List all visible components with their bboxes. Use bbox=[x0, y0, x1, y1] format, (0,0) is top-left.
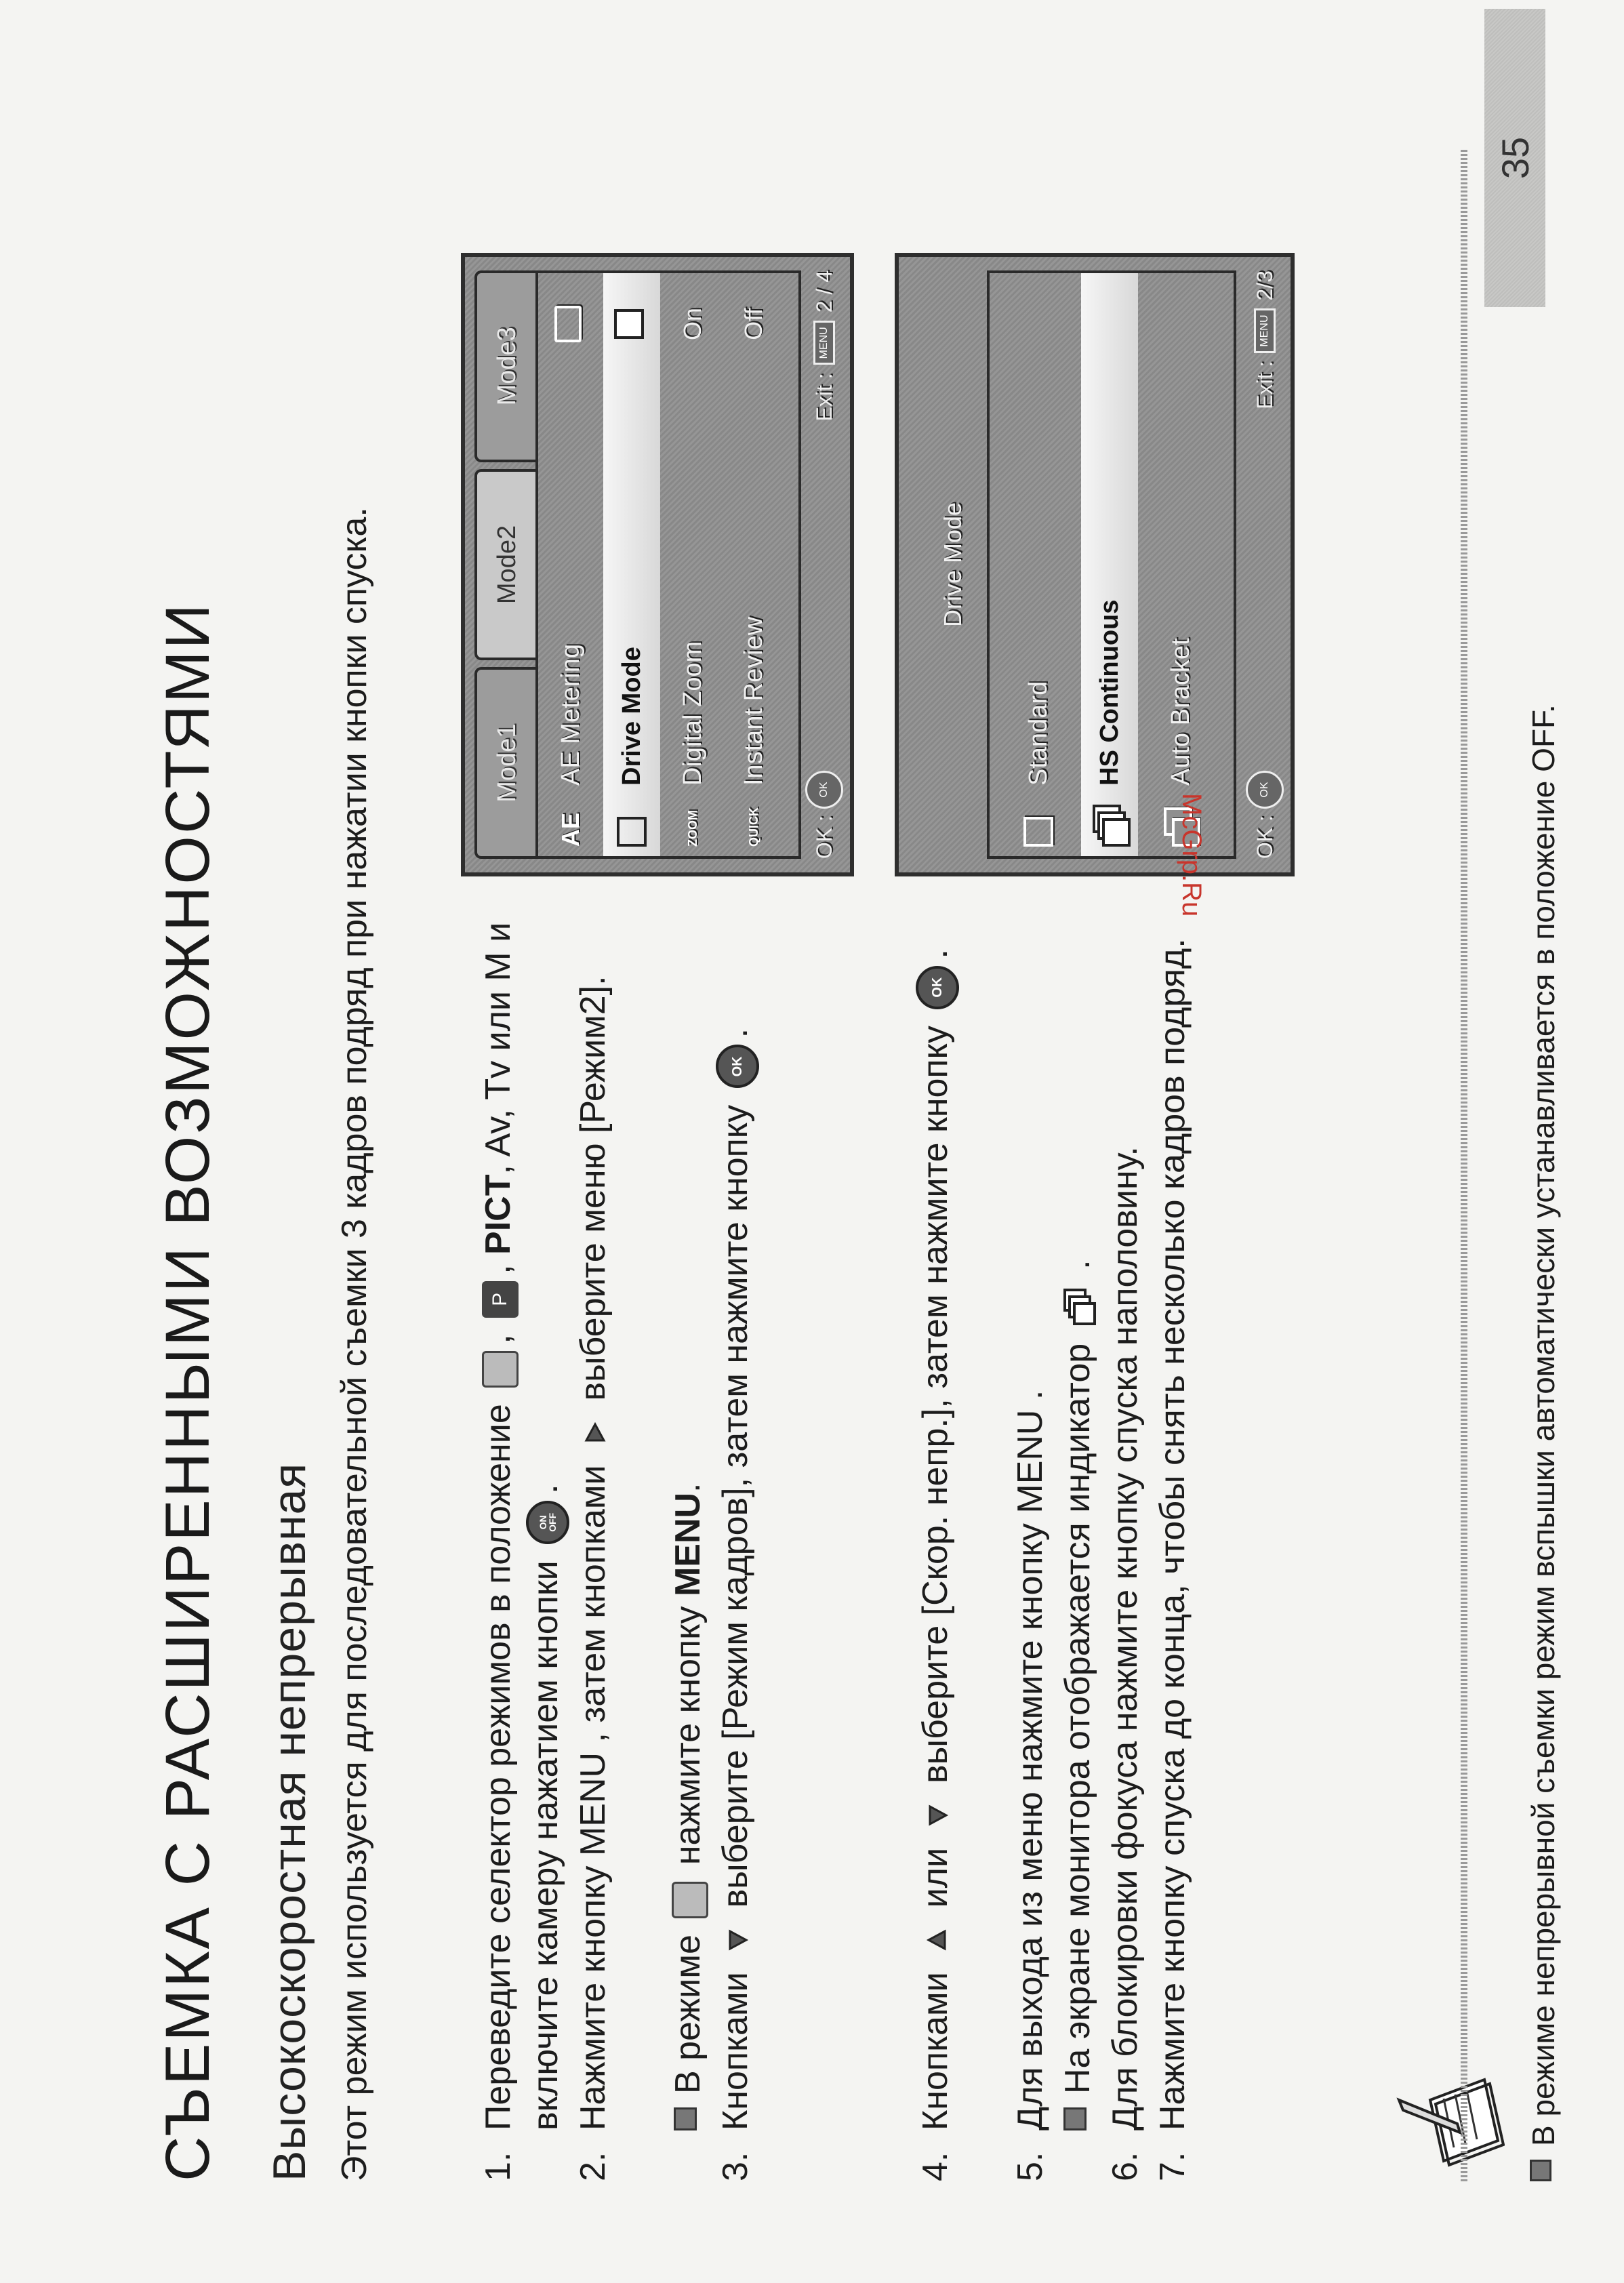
drive-value-icon bbox=[614, 273, 650, 375]
up-arrow-icon bbox=[926, 1928, 949, 1952]
step-1: 1. Переведите селектор режимов в положение , P, PICT, Av, Tv или M и включите камеру нажатием кнопки ON OFF . bbox=[474, 907, 569, 2181]
step-4: 4. Кнопками или выберите [Скор. непр.], затем нажмите кнопку OK. bbox=[912, 907, 959, 2181]
page-title: СЪЕМКА С РАСШИРЕННЫМИ ВОЗМОЖНОСТЯМИ bbox=[153, 602, 222, 2181]
drive-mode-list bbox=[987, 270, 1236, 859]
down-arrow-icon bbox=[726, 1928, 749, 1952]
option-auto-bracket[interactable]: Auto Bracket bbox=[1152, 273, 1209, 856]
drive-mode-title: Drive Mode bbox=[939, 502, 967, 628]
menu-footer: OK : OK Exit : MENU 2 / 4 bbox=[804, 270, 845, 859]
step-3: 3. Кнопками выберите [Режим кадров], затем нажмите кнопку OK. bbox=[712, 907, 759, 2181]
metering-value-icon bbox=[554, 273, 588, 375]
note-divider bbox=[1461, 148, 1467, 2181]
p-mode-icon: P bbox=[482, 1281, 519, 1318]
right-arrow-icon bbox=[584, 1421, 607, 1444]
single-frame-icon bbox=[1023, 799, 1053, 847]
drive-mode-icon bbox=[617, 799, 647, 847]
tab-mode1[interactable]: Mode1 bbox=[474, 667, 537, 859]
ae-icon: AE bbox=[556, 812, 584, 847]
option-hs-continuous[interactable]: HS Continuous bbox=[1081, 273, 1138, 856]
drive-mode-screen bbox=[895, 253, 1295, 876]
step-5-note: На экране монитора отображается индикатор . bbox=[1054, 910, 1101, 2130]
ok-button-icon: OK bbox=[916, 966, 959, 1009]
option-standard[interactable]: Standard bbox=[1010, 273, 1067, 856]
step-number: 1. bbox=[479, 2151, 518, 2181]
ok-button-icon: OK bbox=[805, 771, 843, 809]
menu-button-icon: MENU bbox=[1254, 308, 1276, 352]
note: В режиме непрерывной съемки режим вспышки автоматически устанавливается в положение OFF. bbox=[1525, 704, 1562, 2181]
page-number-tab bbox=[1484, 9, 1545, 307]
menu-tabs bbox=[474, 270, 537, 859]
menu-item-digital-zoom[interactable]: ZOOM Digital Zoom On bbox=[678, 307, 707, 847]
menu-button-label: MENU bbox=[668, 1492, 708, 1597]
page-number: 35 bbox=[1493, 136, 1537, 180]
menu-footer: OK : OK Exit : MENU 2/3 bbox=[1244, 270, 1285, 859]
step-5: 5. Для выхода из меню нажмите кнопку MENU . bbox=[1011, 1390, 1050, 2181]
step-2: 2. Нажмите кнопку MENU , затем кнопками выберите меню [Режим2]. bbox=[573, 975, 613, 2181]
ok-button-icon: OK bbox=[1246, 771, 1284, 809]
intro-paragraph: Этот режим используется для последовательной съемки 3 кадров подряд при нажатии кнопки спуска. bbox=[335, 507, 374, 2181]
square-bullet-icon bbox=[674, 2107, 697, 2130]
page-indicator: 2/3 bbox=[1252, 270, 1277, 301]
tab-mode2[interactable]: Mode2 bbox=[474, 469, 537, 661]
power-button-icon: ON OFF bbox=[526, 1501, 569, 1544]
scene-mode-icon bbox=[482, 1351, 519, 1388]
continuous-shooting-icon bbox=[1093, 799, 1126, 847]
tab-mode3[interactable]: Mode3 bbox=[474, 270, 537, 462]
pict-mode-label: PICT bbox=[479, 1174, 518, 1255]
continuous-shooting-icon bbox=[1063, 1286, 1096, 1327]
menu-item-ae-metering[interactable]: AE AE Metering bbox=[542, 273, 599, 856]
watermark: McGrp.Ru bbox=[1177, 793, 1206, 917]
square-bullet-icon bbox=[1063, 2107, 1087, 2130]
step-6: 6. Для блокировки фокуса нажмите кнопку спуска наполовину. bbox=[1105, 1146, 1145, 2181]
step-2-note: В режиме нажмите кнопку MENU. bbox=[664, 910, 712, 2130]
review-icon: QUICK bbox=[746, 807, 760, 847]
menu-item-drive-mode[interactable]: Drive Mode bbox=[603, 273, 660, 856]
ok-button-icon: OK bbox=[716, 1045, 759, 1088]
menu-item-instant-review[interactable]: QUICK Instant Review Off bbox=[739, 308, 768, 847]
section-heading: Высокоскоростная непрерывная bbox=[264, 1462, 315, 2181]
notepad-pencil-icon bbox=[1389, 2059, 1505, 2175]
scene-mode-icon bbox=[672, 1882, 708, 1918]
page-indicator: 2 / 4 bbox=[811, 270, 836, 313]
menu-list bbox=[535, 270, 801, 859]
step-7: 7. Нажмите кнопку спуска до конца, чтобы снять несколько кадров подряд. bbox=[1153, 938, 1192, 2181]
zoom-icon: ZOOM bbox=[685, 810, 699, 847]
square-bullet-icon bbox=[1530, 2160, 1551, 2181]
camera-menu-screen bbox=[461, 253, 854, 876]
down-arrow-icon bbox=[926, 1804, 949, 1827]
menu-button-icon: MENU bbox=[813, 321, 835, 365]
